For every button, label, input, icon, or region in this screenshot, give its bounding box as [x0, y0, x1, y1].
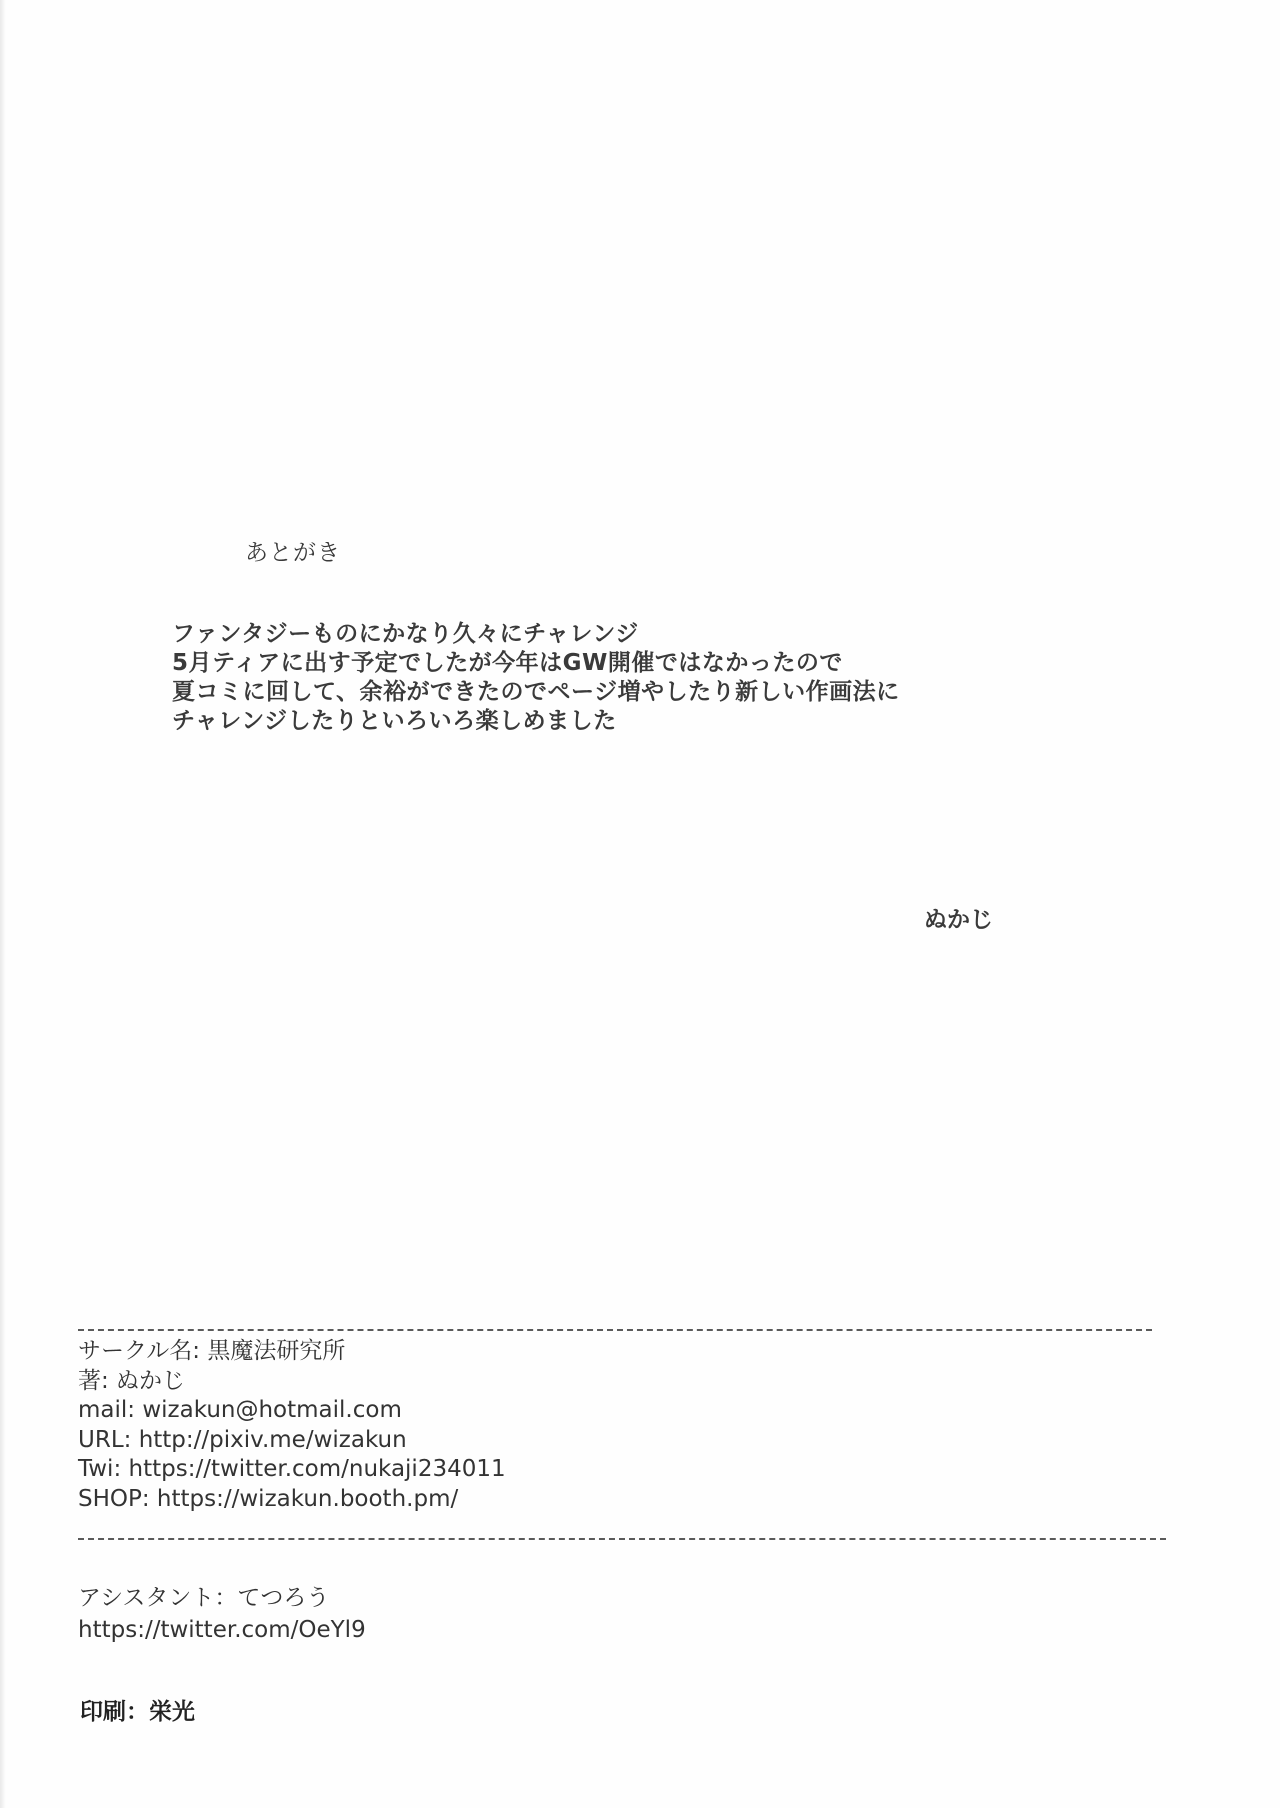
- author-name: 著: ぬかじ: [78, 1367, 186, 1394]
- author-signature: ぬかじ: [924, 907, 993, 933]
- afterword-title: あとがき: [245, 540, 341, 566]
- colophon-info: [78, 1337, 506, 1514]
- page-edge-shadow: [0, 0, 6, 1808]
- afterword-line: チャレンジしたりといろいろ楽しめました: [172, 708, 617, 734]
- mail-address: mail: wizakun@hotmail.com: [78, 1397, 402, 1423]
- url-link: URL: http://pixiv.me/wizakun: [78, 1426, 407, 1453]
- afterword-line: ファンタジーものにかなり久々にチャレンジ: [172, 621, 639, 647]
- afterword-body: [172, 620, 900, 736]
- twitter-link: Twi: https://twitter.com/nukaji234011: [78, 1456, 506, 1482]
- colophon-separator-top: [78, 1329, 1152, 1331]
- assistant-credit: [78, 1582, 366, 1646]
- assistant-label: アシスタント：てつろう: [78, 1585, 330, 1611]
- printing-credit: 印刷：栄光: [80, 1699, 195, 1725]
- colophon-separator-bottom: [78, 1538, 1166, 1540]
- shop-link: SHOP: https://wizakun.booth.pm/: [78, 1485, 459, 1512]
- circle-name: サークル名: 黒魔法研究所: [78, 1338, 346, 1364]
- afterword-line: 夏コミに回して、余裕ができたのでページ増やしたり新しい作画法に: [172, 679, 900, 705]
- assistant-link: https://twitter.com/OeYl9: [78, 1617, 366, 1643]
- afterword-line: 5月ティアに出す予定でしたが今年はGW開催ではなかったので: [172, 650, 843, 676]
